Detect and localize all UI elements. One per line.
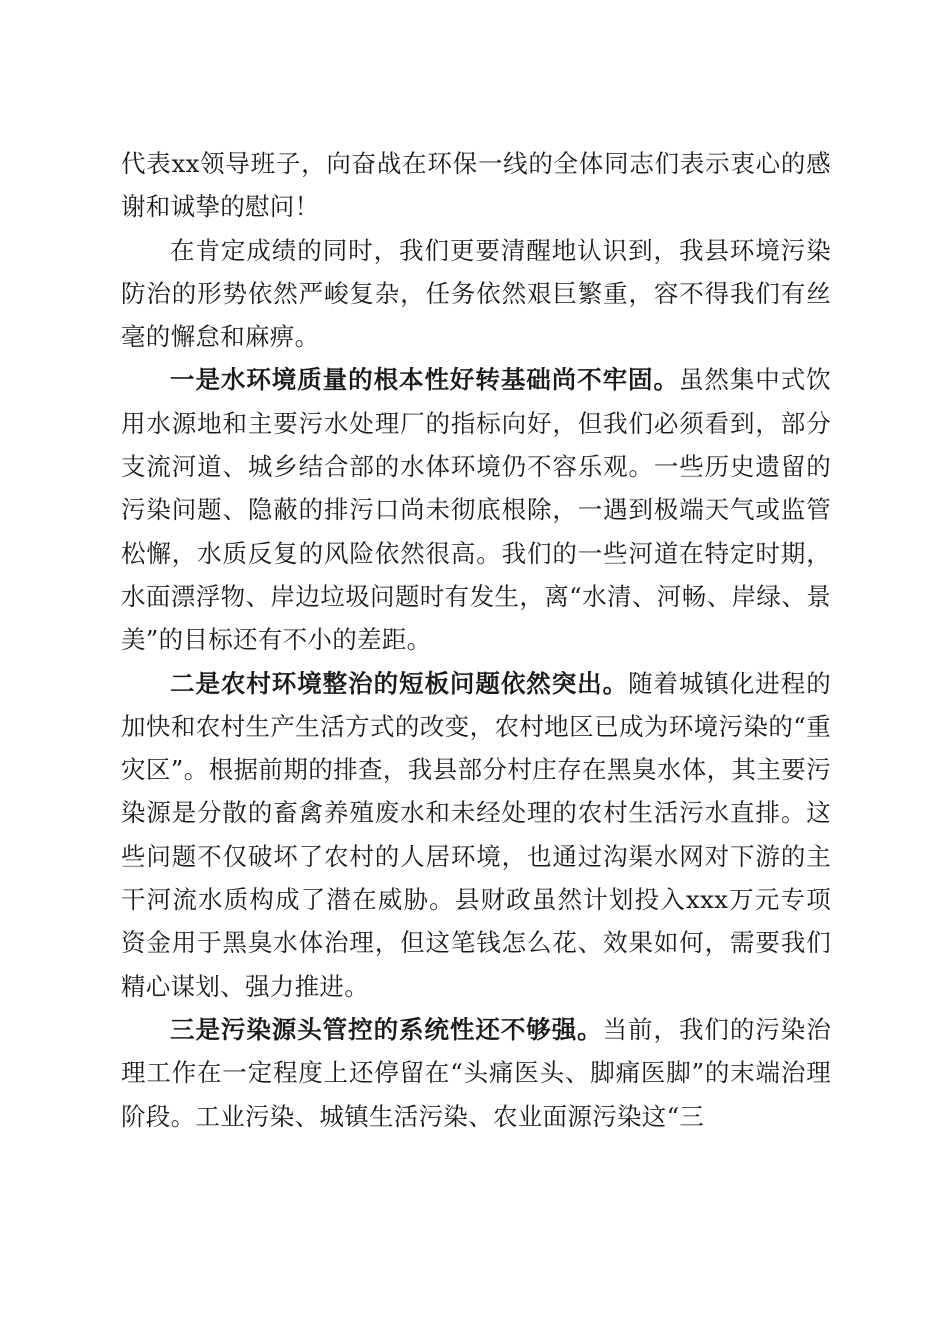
paragraph-5-text: 当前，我们的污染治理工作在一定程度上还停留在“头痛医头、脚痛医脚”的末端治理阶段。工业污染、城镇生活污染、农业面源污染这“三 [121,1014,831,1131]
body-text [121,142,831,1138]
paragraph-3 [121,358,831,661]
paragraph-1 [121,142,831,229]
paragraph-2 [121,229,831,359]
paragraph-4 [121,662,831,1008]
paragraph-4-lead: 二是农村环境整治的短板问题依然突出。 [170,668,629,698]
paragraph-2-text: 在肯定成绩的同时，我们更要清醒地认识到，我县环境污染防治的形势依然严峻复杂，任务依然艰巨繁重，容不得我们有丝毫的懈怠和麻痹。 [121,235,831,352]
paragraph-4-text: 随着城镇化进程的加快和农村生产生活方式的改变，农村地区已成为环境污染的“重灾区”。根据前期的排查，我县部分村庄存在黑臭水体，其主要污染源是分散的畜禽养殖废水和未经处理的农村生活污水直排。这些问题不仅破坏了农村的人居环境，也通过沟渠水网对下游的主干河流水质构成了潜在威胁。县财政虽然计划投入xxx万元专项资金用于黑臭水体治理，但这笔钱怎么花、效果如何，需要我们精心谋划、强力推进。 [121,668,831,1001]
paragraph-5 [121,1008,831,1138]
paragraph-3-lead: 一是水环境质量的根本性好转基础尚不牢固。 [170,365,679,395]
paragraph-5-lead: 三是污染源头管控的系统性还不够强。 [170,1014,603,1044]
paragraph-1-text: 代表xx领导班子，向奋战在环保一线的全体同志们表示衷心的感谢和诚挚的慰问！ [121,149,831,222]
paragraph-3-text: 虽然集中式饮用水源地和主要污水处理厂的指标向好，但我们必须看到，部分支流河道、城乡结合部的水体环境仍不容乐观。一些历史遗留的污染问题、隐蔽的排污口尚未彻底根除，一遇到极端天气或监管松懈，水质反复的风险依然很高。我们的一些河道在特定时期，水面漂浮物、岸边垃圾问题时有发生，离“水清、河畅、岸绿、景美”的目标还有不小的差距。 [121,365,831,655]
